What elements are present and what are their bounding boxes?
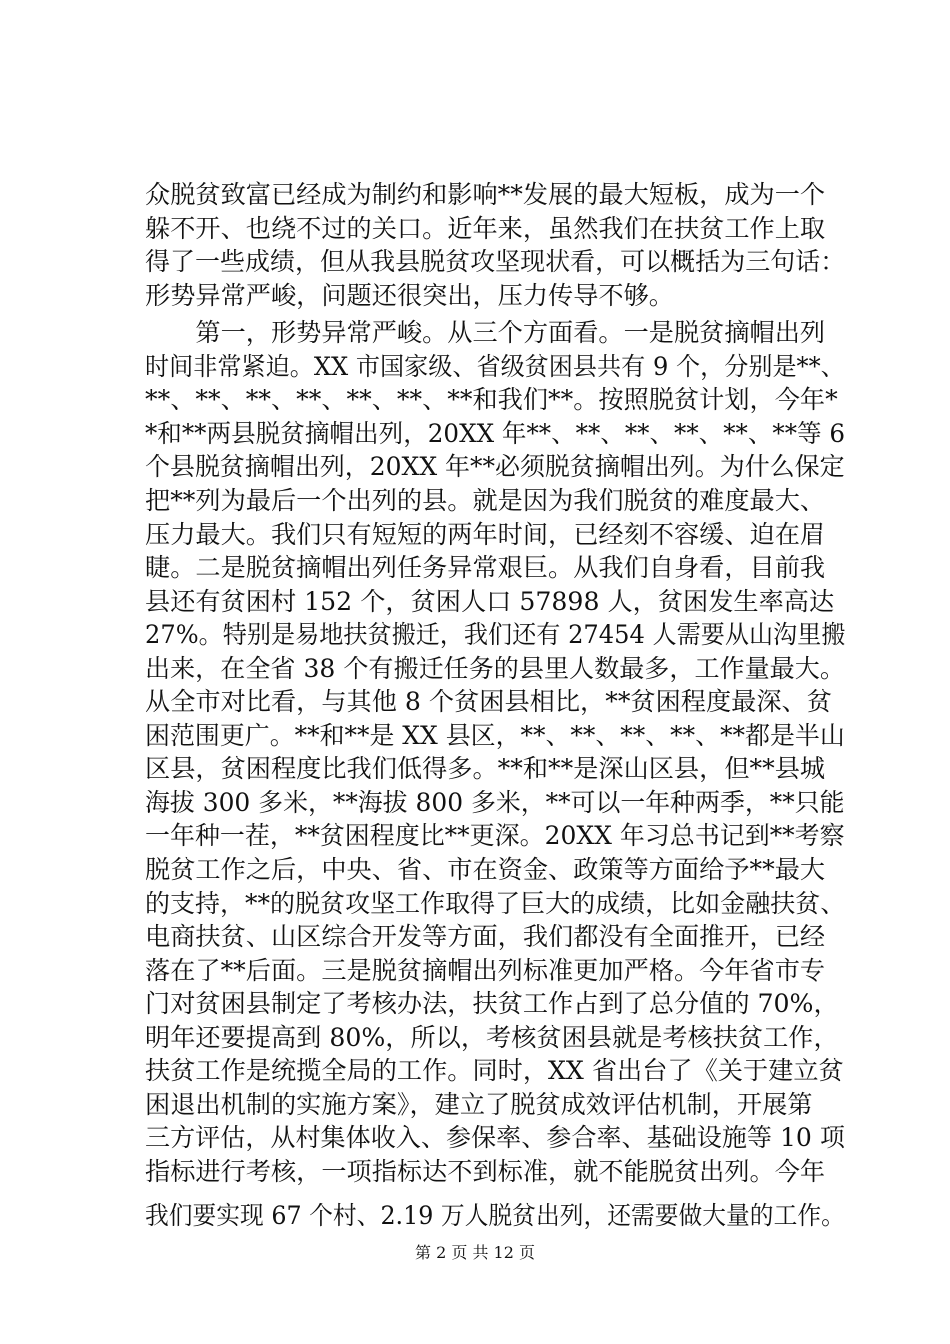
body-text-line: 得了一些成绩，但从我县脱贫攻坚现状看，可以概括为三句话： bbox=[145, 247, 846, 276]
body-text-line: 电商扶贫、山区综合开发等方面，我们都没有全面推开，已经 bbox=[145, 922, 826, 951]
body-text-line: 躲不开、也绕不过的关口。近年来，虽然我们在扶贫工作上取 bbox=[145, 214, 826, 243]
body-text-line: 区县，贫困程度比我们低得多。**和**是深山区县，但**县城 bbox=[145, 754, 826, 783]
body-text-line: 时间非常紧迫。XX 市国家级、省级贫困县共有 9 个，分别是**、 bbox=[145, 352, 845, 381]
body-text-line: 睫。二是脱贫摘帽出列任务异常艰巨。从我们自身看，目前我 bbox=[145, 553, 826, 582]
body-text-line: 第一，形势异常严峻。从三个方面看。一是脱贫摘帽出列 bbox=[145, 318, 826, 347]
body-text-line: **、**、**、**、**、**、**和我们**。按照脱贫计划，今年* bbox=[145, 385, 838, 414]
body-text-line: 脱贫工作之后，中央、省、市在资金、政策等方面给予**最大 bbox=[145, 855, 826, 884]
body-text-line: 出来，在全省 38 个有搬迁任务的县里人数最多，工作量最大。 bbox=[145, 654, 845, 683]
body-text-line: 的支持，**的脱贫攻坚工作取得了巨大的成绩，比如金融扶贫、 bbox=[145, 889, 846, 918]
body-text-line: 海拔 300 多米，**海拔 800 多米，**可以一年种两季，**只能 bbox=[145, 788, 845, 817]
body-text-line: 县还有贫困村 152 个，贫困人口 57898 人，贫困发生率高达 bbox=[145, 587, 835, 616]
body-text-line: 指标进行考核，一项指标达不到标准，就不能脱贫出列。今年 bbox=[145, 1157, 826, 1186]
body-text-line: 把**列为最后一个出列的县。就是因为我们脱贫的难度最大、 bbox=[145, 486, 826, 515]
body-text-line: 困范围更广。**和**是 XX 县区，**、**、**、**、**都是半山 bbox=[145, 721, 845, 750]
body-text-line: 扶贫工作是统揽全局的工作。同时，XX 省出台了《关于建立贫 bbox=[145, 1056, 844, 1085]
body-text-line: 27%。特别是易地扶贫搬迁，我们还有 27454 人需要从山沟里搬 bbox=[145, 620, 846, 649]
body-text-line: 形势异常严峻，问题还很突出，压力传导不够。 bbox=[145, 281, 674, 310]
body-text-line: 众脱贫致富已经成为制约和影响**发展的最大短板，成为一个 bbox=[145, 180, 826, 209]
body-text-line: 落在了**后面。三是脱贫摘帽出列标准更加严格。今年省市专 bbox=[145, 956, 826, 985]
body-text-line: 压力最大。我们只有短短的两年时间，已经刻不容缓、迫在眉 bbox=[145, 520, 826, 549]
body-text-line: 三方评估，从村集体收入、参保率、参合率、基础设施等 10 项 bbox=[145, 1123, 845, 1152]
body-text-line: 一年种一茬，**贫困程度比**更深。20XX 年习总书记到**考察 bbox=[145, 821, 845, 850]
body-text-line: 个县脱贫摘帽出列，20XX 年**必须脱贫摘帽出列。为什么保定 bbox=[145, 452, 845, 481]
body-text-line: 从全市对比看，与其他 8 个贫困县相比，**贫困程度最深、贫 bbox=[145, 687, 832, 716]
body-text-line: 我们要实现 67 个村、2.19 万人脱贫出列，还需要做大量的工作。 bbox=[145, 1201, 845, 1230]
body-text-line: *和**两县脱贫摘帽出列，20XX 年**、**、**、**、**、**等 6 bbox=[145, 419, 846, 448]
body-text-line: 明年还要提高到 80%，所以，考核贫困县就是考核扶贫工作， bbox=[145, 1023, 839, 1052]
body-text-line: 门对贫困县制定了考核办法，扶贫工作占到了总分值的 70%， bbox=[145, 989, 839, 1018]
page-footer: 第 2 页 共 12 页 bbox=[415, 1243, 535, 1262]
body-text-line: 困退出机制的实施方案》，建立了脱贫成效评估机制，开展第 bbox=[145, 1090, 813, 1119]
